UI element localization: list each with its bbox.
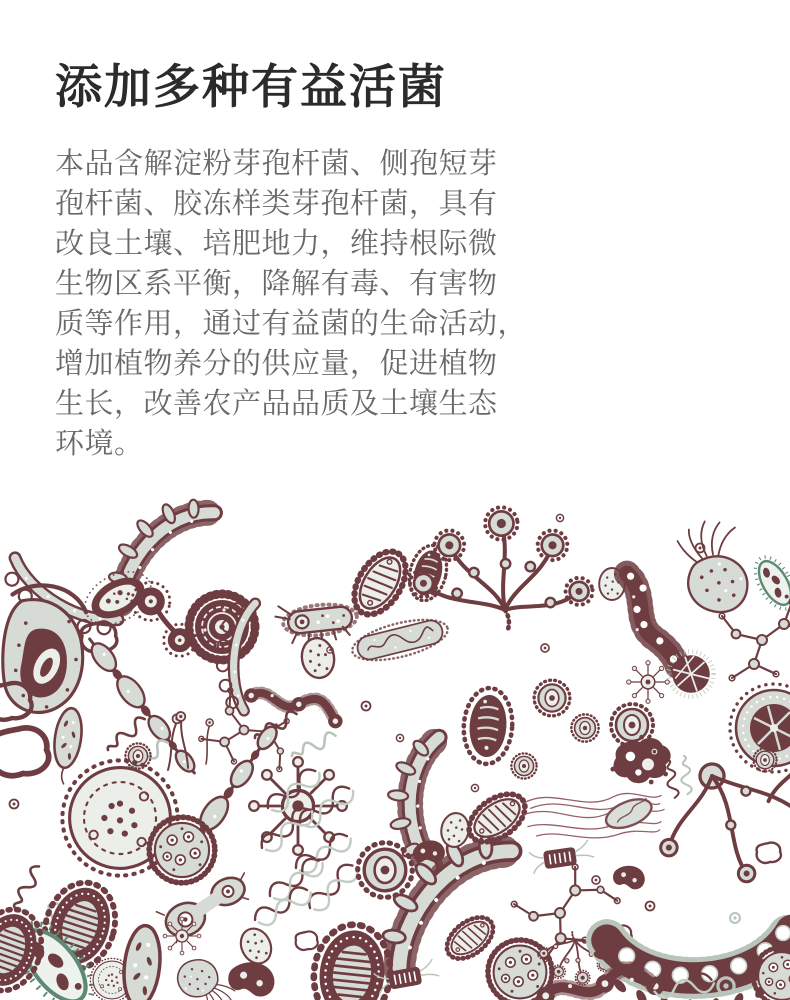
description-line: 生物区系平衡，降解有毒、有害物: [55, 268, 498, 300]
page-title: 添加多种有益活菌: [55, 60, 447, 113]
description-line: 环境。: [55, 428, 144, 460]
description-line: 增加植物养分的供应量，促进植物: [55, 348, 498, 380]
description-line: 本品含解淀粉芽孢杆菌、侧孢短芽: [55, 148, 498, 180]
description-line: 改良土壤、培肥地力，维持根际微: [55, 228, 498, 260]
description-line: 孢杆菌、胶冻样类芽孢杆菌，具有: [55, 188, 498, 220]
description-line: 质等作用，通过有益菌的生命活动，: [55, 308, 528, 340]
product-description: [55, 144, 527, 464]
description-line: 生长，改善农产品品质及土壤生态: [55, 388, 498, 420]
bacteria-illustration-shapes: [0, 488, 790, 1000]
bacteria-illustration: [0, 488, 790, 1000]
